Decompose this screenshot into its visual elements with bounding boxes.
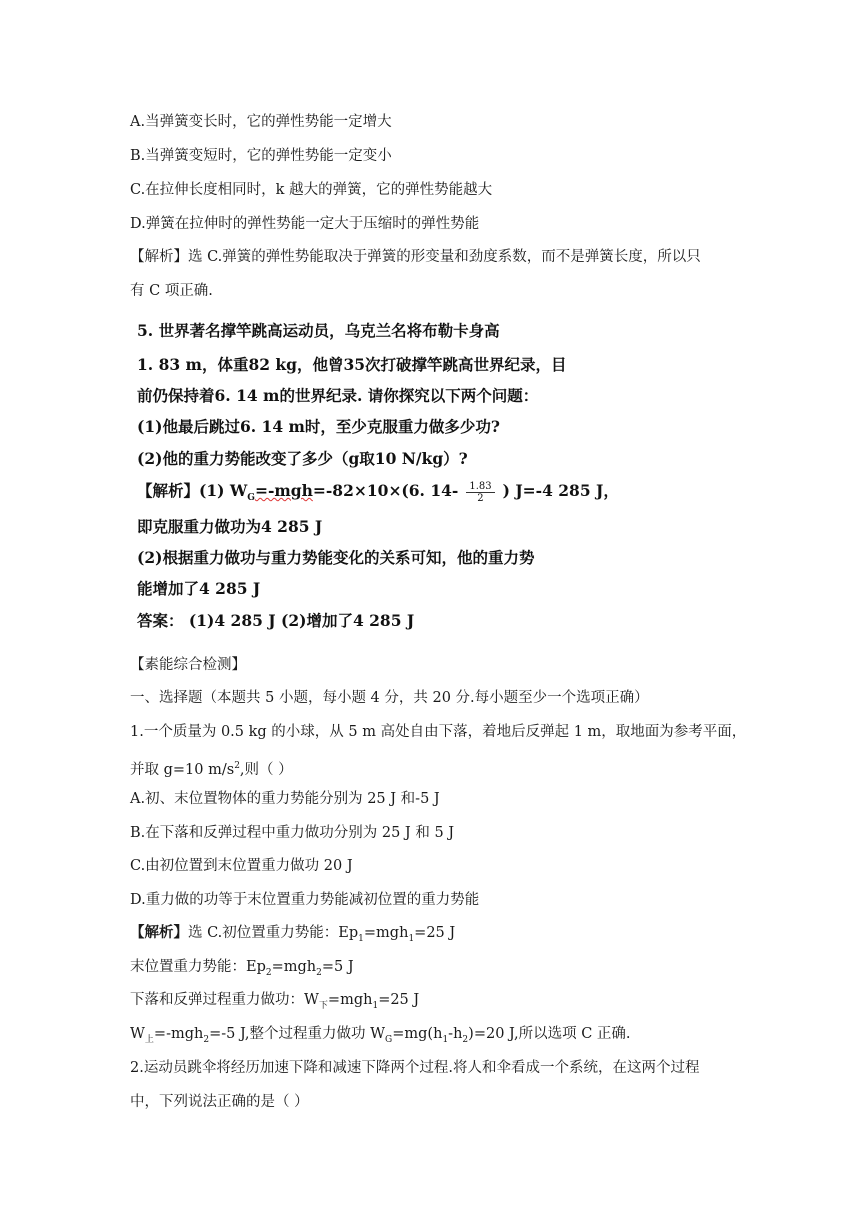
fraction-denominator: 2 — [477, 492, 484, 504]
q5-line-4: (1)他最后跳过6. 14 m时，至少克服重力做多少功? — [137, 417, 500, 436]
analysis1-l4-sub4: 1 — [442, 1034, 449, 1045]
analysis1-l2-mid: =mgh — [271, 959, 317, 975]
analysis1-l1-end: =25 J — [414, 925, 456, 941]
analysis1-l4-sub5: 2 — [462, 1034, 469, 1045]
q5-answer-prefix: 【解析】(1) W — [137, 481, 248, 500]
q1-option-d: D.重力做的功等于末位置重力势能减初位置的重力势能 — [130, 892, 480, 908]
q1-option-a: A.初、末位置物体的重力势能分别为 25 J 和-5 J — [130, 791, 440, 807]
analysis1-l3-sub2: 1 — [372, 1000, 379, 1011]
q1-line-2-sup: 2 — [234, 761, 240, 771]
analysis1-l3-end: =25 J — [378, 992, 420, 1008]
q5-line-8: (2)根据重力做功与重力势能变化的关系可知，他的重力势 — [137, 548, 535, 567]
q5-line-2: 1. 83 m，体重82 kg，他曾35次打破撑竿跳高世界纪录，目 — [137, 355, 567, 374]
analysis1-l4-d: -h — [448, 1026, 463, 1042]
analysis1-l4-c: =mg(h — [392, 1026, 443, 1042]
analysis1-l1-text: 选 C.初位置重力势能：Ep — [188, 925, 359, 941]
analysis1-l3-sub: 下 — [318, 1000, 328, 1011]
q1-line-2 — [130, 756, 293, 780]
q1-option-c: C.由初位置到末位置重力做功 20 J — [130, 858, 353, 874]
analysis1-l1-sub2: 1 — [408, 933, 415, 944]
analysis-line-2: 有 C 项正确. — [130, 283, 213, 299]
q5-line-7: 即克服重力做功为4 285 J — [137, 517, 323, 536]
q5-final-answer: 答案： (1)4 285 J (2)增加了4 285 J — [137, 611, 415, 630]
q1-line-2-pre: 并取 g=10 m/s — [130, 761, 235, 778]
analysis1-l2-sub: 2 — [265, 967, 272, 978]
section-title: 【素能综合检测】 — [130, 657, 246, 673]
option-a: A.当弹簧变长时，它的弹性势能一定增大 — [130, 114, 392, 130]
analysis1-l3-mid: =mgh — [327, 992, 373, 1008]
analysis1-l4-sub: 上 — [144, 1034, 154, 1045]
option-b: B.当弹簧变短时，它的弹性势能一定变小 — [130, 148, 392, 164]
q1-line-2-post: ,则（ ） — [239, 761, 293, 778]
q5-line-3: 前仍保持着6. 14 m的世界纪录. 请你探究以下两个问题： — [137, 386, 539, 405]
analysis1-l1-sub: 1 — [358, 933, 364, 944]
analysis1-l4-sub3: G — [385, 1034, 393, 1045]
q5-line-5: (2)他的重力势能改变了多少（g取10 N/kg）? — [137, 449, 468, 468]
q5-line-1: 5. 世界著名撑竿跳高运动员，乌克兰名将布勒卡身高 — [137, 321, 500, 340]
q1-line-1: 1.一个质量为 0.5 kg 的小球，从 5 m 高处自由下落，着地后反弹起 1 m，取地面为参考平面， — [130, 724, 747, 740]
analysis1-l2-pre: 末位置重力势能：Ep — [130, 959, 266, 975]
q5-answer-post: ) J=-4 285 J， — [502, 481, 619, 500]
analysis1-l4-sub2: 2 — [203, 1034, 210, 1045]
q5-answer-line — [137, 480, 619, 509]
q5-answer-mid: =-82×10×(6. 14- — [312, 481, 459, 500]
analysis1-l4-pre: W — [130, 1026, 145, 1042]
fraction — [466, 481, 494, 504]
analysis1-line-3 — [130, 990, 419, 1016]
q5-answer-mgh: =-mgh — [254, 481, 313, 500]
analysis1-line-2 — [130, 957, 354, 983]
option-c: C.在拉伸长度相同时，k 越大的弹簧，它的弹性势能越大 — [130, 182, 493, 198]
analysis1-l2-sub2: 2 — [316, 967, 322, 978]
option-d: D.弹簧在拉伸时的弹性势能一定大于压缩时的弹性势能 — [130, 216, 480, 232]
fraction-numerator: 1.83 — [466, 481, 494, 493]
analysis1-l4-a: =-mgh — [153, 1026, 204, 1042]
q2-line-1: 2.运动员跳伞将经历加速下降和减速下降两个过程.将人和伞看成一个系统，在这两个过程 — [130, 1060, 700, 1076]
analysis1-l2-end: =5 J — [321, 959, 354, 975]
analysis1-l4-e: )=20 J,所以选项 C 正确. — [468, 1026, 631, 1042]
analysis-line-1: 【解析】选 C.弹簧的弹性势能取决于弹簧的形变量和劲度系数，而不是弹簧长度，所以只 — [130, 249, 701, 265]
analysis1-line-1 — [130, 923, 455, 949]
q5-line-9: 能增加了4 285 J — [137, 579, 261, 598]
q2-line-2: 中，下列说法正确的是（ ） — [130, 1094, 309, 1110]
analysis1-l3-pre: 下落和反弹过程重力做功：W — [130, 992, 319, 1008]
section-description: 一、选择题（本题共 5 小题，每小题 4 分，共 20 分.每小题至少一个选项正确） — [130, 690, 649, 706]
q5-answer-sub: G — [247, 493, 255, 504]
analysis1-l1-post: =mgh — [363, 925, 409, 941]
q1-option-b: B.在下落和反弹过程中重力做功分别为 25 J 和 5 J — [130, 825, 455, 841]
analysis1-l4-b: =-5 J,整个过程重力做功 W — [209, 1026, 386, 1042]
analysis1-label: 【解析】 — [130, 924, 188, 941]
analysis1-line-4 — [130, 1024, 631, 1050]
